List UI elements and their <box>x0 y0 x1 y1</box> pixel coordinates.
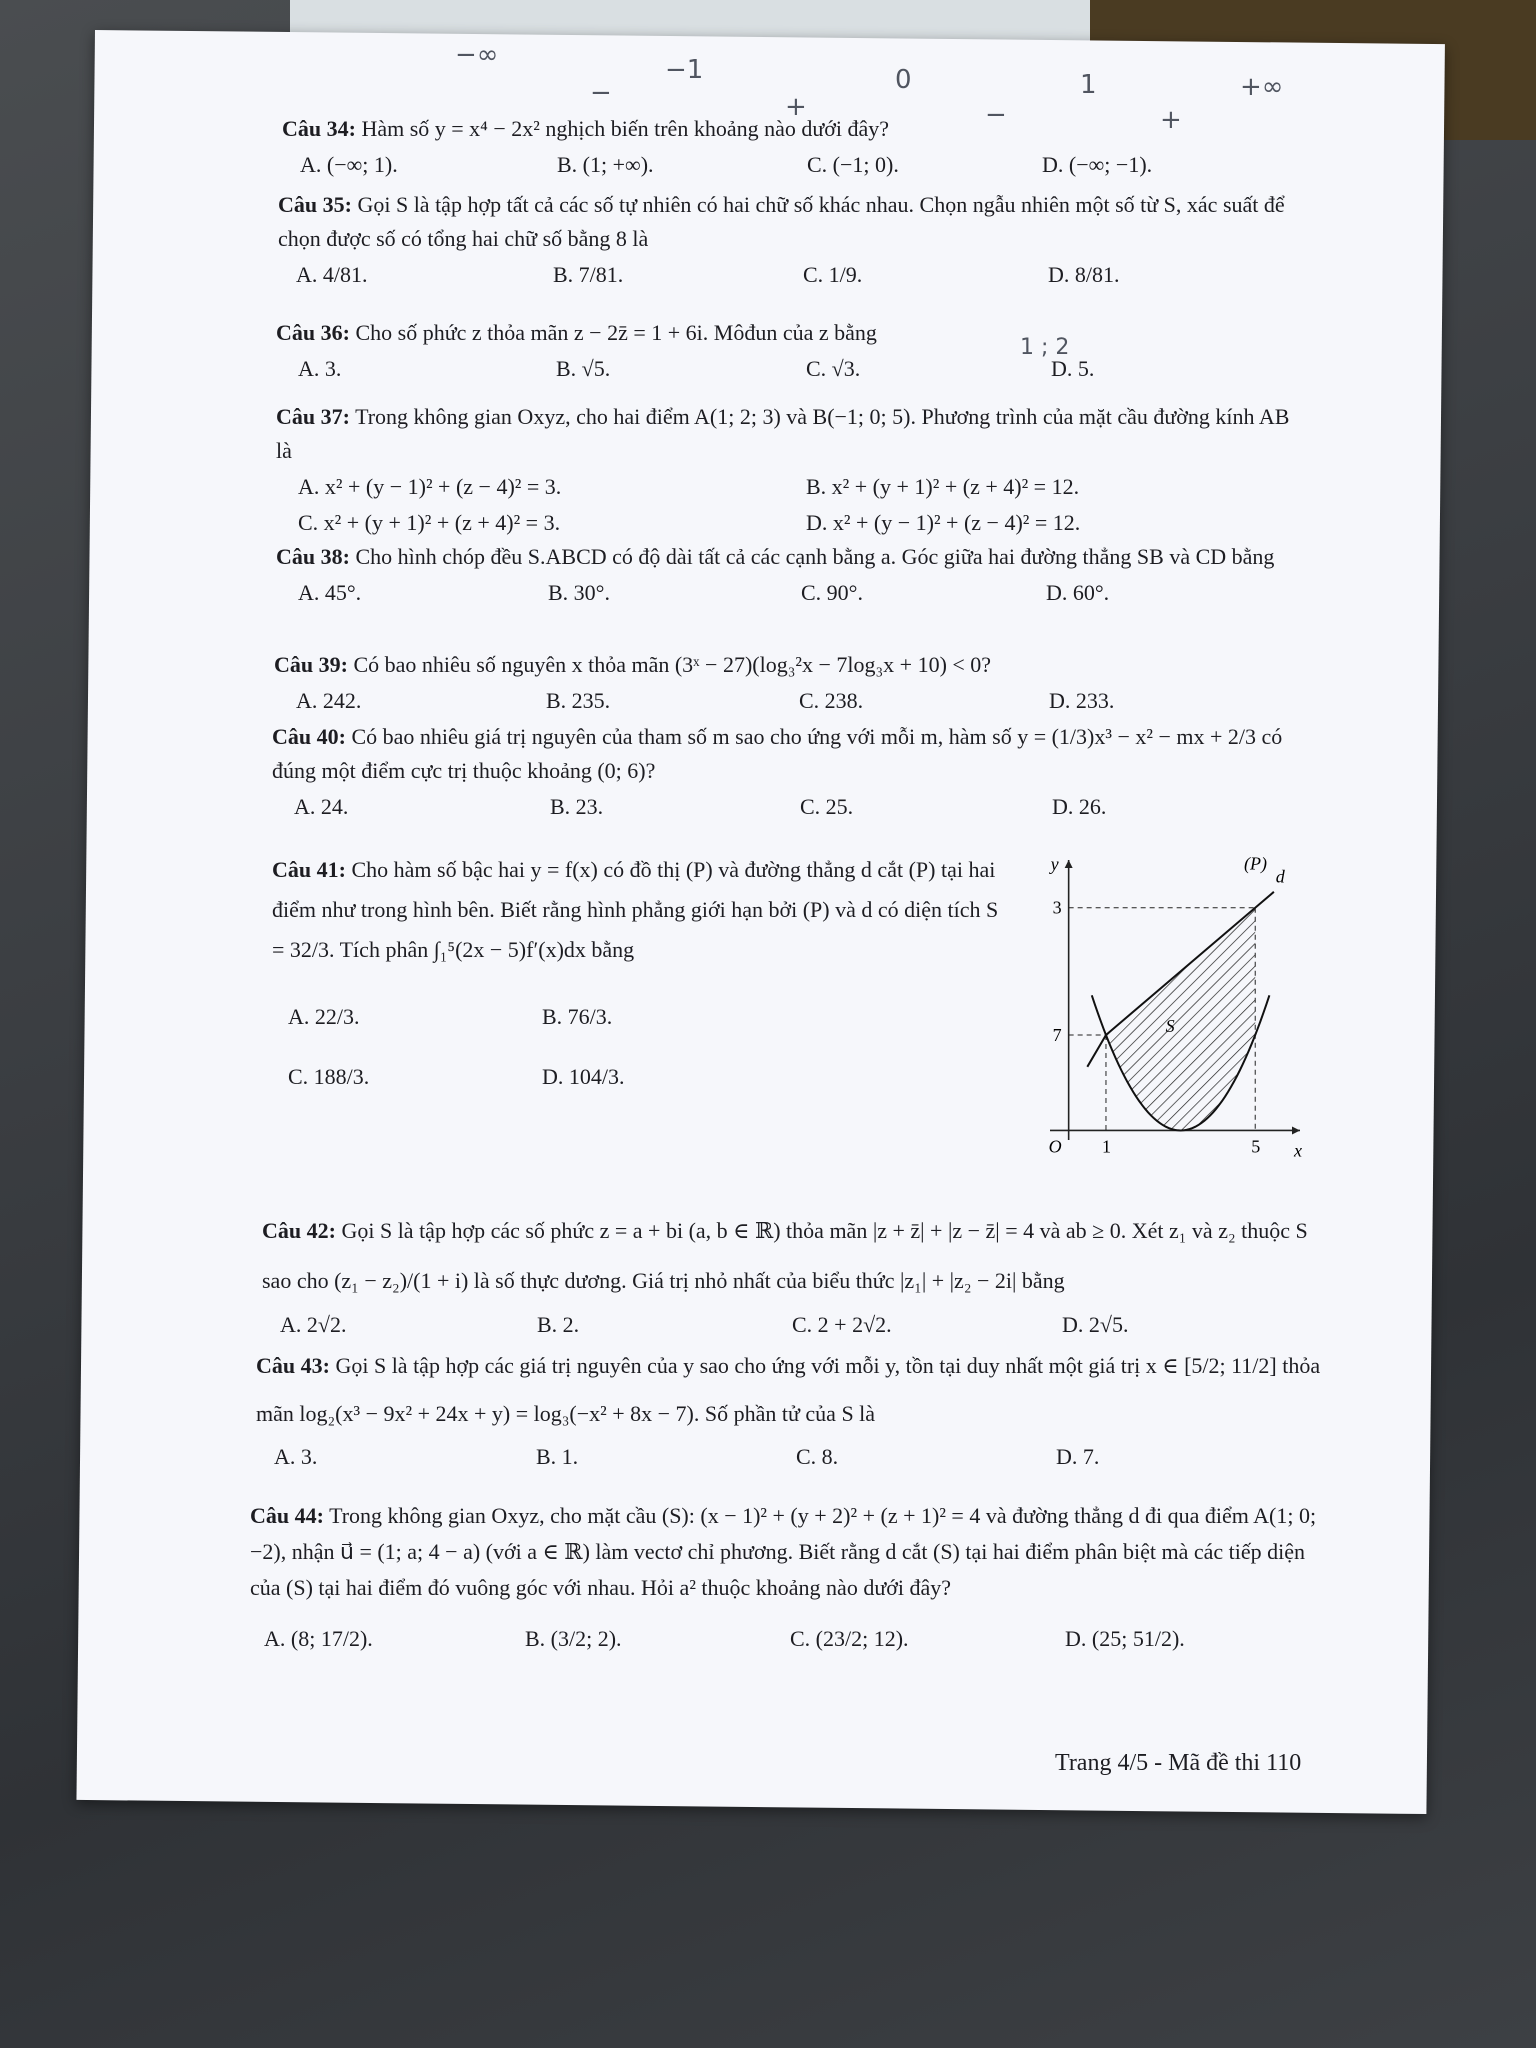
curve-label: (P) <box>1244 853 1268 874</box>
question-label: Câu 37: <box>276 404 350 429</box>
option-a[interactable]: A. 3. <box>274 1444 318 1469</box>
handwritten-mark: + <box>1160 105 1182 135</box>
question-stem: Có bao nhiêu số nguyên x thỏa mãn (3ˣ − 27)(log₃²x − 7log₃x + 10) < 0? <box>353 652 992 677</box>
y-axis-arrow <box>1065 860 1073 868</box>
option-a[interactable]: A. (−∞; 1). <box>300 152 398 177</box>
option-d[interactable]: D. 26. <box>1052 794 1107 819</box>
question-label: Câu 38: <box>276 544 350 569</box>
question-label: Câu 36: <box>276 320 350 345</box>
option-c[interactable]: C. 238. <box>799 688 864 713</box>
option-b[interactable]: B. (3/2; 2). <box>525 1626 622 1651</box>
question-43 <box>256 1342 1324 1478</box>
option-d[interactable]: D. 7. <box>1056 1444 1100 1469</box>
option-a[interactable]: A. x² + (y − 1)² + (z − 4)² = 3. <box>298 474 562 499</box>
option-a[interactable]: A. 45°. <box>298 580 362 605</box>
shaded-region <box>1106 908 1255 1131</box>
option-d[interactable]: D. 60°. <box>1046 580 1110 605</box>
question-44 <box>250 1498 1325 1660</box>
option-a[interactable]: A. 3. <box>298 356 342 381</box>
handwritten-mark: 1 <box>1080 70 1097 100</box>
question-stem: Cho hình chóp đều S.ABCD có độ dài tất cả các cạnh bằng a. Góc giữa hai đường thẳng SB và CD bằng <box>355 544 1275 569</box>
option-c[interactable]: C. x² + (y + 1)² + (z + 4)² = 3. <box>298 510 561 535</box>
question-34 <box>282 112 1302 186</box>
question-40 <box>272 720 1317 828</box>
option-a[interactable]: A. 22/3. <box>288 1004 360 1029</box>
handwritten-mark: 0 <box>895 65 912 95</box>
origin-label: O <box>1048 1136 1062 1157</box>
y-tick-label: 7 <box>1052 1025 1062 1045</box>
question-stem: Có bao nhiêu giá trị nguyên của tham số m sao cho ứng với mỗi m, hàm số y = (1/3)x³ − x² − mx + 2/3 có đúng một điểm cực trị thuộc khoảng (0; 6)? <box>272 724 1283 783</box>
question-stem: Cho số phức z thỏa mãn z − 2z̄ = 1 + 6i. Môđun của z bằng <box>355 320 877 345</box>
x-axis-label: x <box>1294 1140 1302 1161</box>
question-stem: Gọi S là tập hợp các giá trị nguyên của y sao cho ứng với mỗi y, tồn tại duy nhất một giá trị x ∈ [5/2; 11/2] thỏa mãn log₂(x³ − 9x² + 24x + y) = log₃(−x² + 8x − 7). Số phần tử của S là <box>256 1353 1321 1426</box>
option-d[interactable]: D. (25; 51/2). <box>1065 1626 1185 1651</box>
option-a[interactable]: A. 24. <box>294 794 349 819</box>
y-tick-label: 3 <box>1052 897 1062 918</box>
option-d[interactable]: D. 5. <box>1051 356 1095 381</box>
handwritten-mark: + <box>785 92 807 122</box>
y-axis-label: y <box>1050 854 1059 874</box>
question-label: Câu 40: <box>272 724 346 749</box>
parabola-line-graph <box>1030 840 1310 1180</box>
question-label: Câu 42: <box>262 1218 336 1243</box>
handwritten-mark: −1 <box>665 55 704 85</box>
question-38 <box>276 540 1311 614</box>
option-c[interactable]: C. 2 + 2√2. <box>792 1312 892 1337</box>
question-label: Câu 41: <box>272 857 346 882</box>
handwritten-mark: −∞ <box>455 40 499 70</box>
question-37 <box>276 400 1308 546</box>
option-d[interactable]: D. (−∞; −1). <box>1042 152 1153 177</box>
question-stem: Trong không gian Oxyz, cho hai điểm A(1; 2; 3) và B(−1; 0; 5). Phương trình của mặt cầu đường kính AB là <box>276 404 1290 463</box>
option-c[interactable]: C. 188/3. <box>288 1064 370 1089</box>
option-b[interactable]: B. x² + (y + 1)² + (z + 4)² = 12. <box>806 474 1080 499</box>
option-b[interactable]: B. 76/3. <box>542 1004 613 1029</box>
question-41 <box>272 850 1002 1110</box>
x-tick-label: 5 <box>1251 1136 1261 1157</box>
option-c[interactable]: C. 90°. <box>801 580 863 605</box>
area-label: S <box>1165 1015 1175 1036</box>
option-b[interactable]: B. 30°. <box>548 580 610 605</box>
option-a[interactable]: A. 4/81. <box>296 262 368 287</box>
question-stem: Hàm số y = x⁴ − 2x² nghịch biến trên khoảng nào dưới đây? <box>361 116 890 141</box>
handwritten-mark: +∞ <box>1240 72 1284 102</box>
question-label: Câu 43: <box>256 1353 330 1378</box>
option-b[interactable]: B. 7/81. <box>553 262 624 287</box>
option-c[interactable]: C. 8. <box>796 1444 839 1469</box>
question-39 <box>274 648 1314 722</box>
option-b[interactable]: B. 1. <box>536 1444 579 1469</box>
question-36 <box>276 316 1306 390</box>
question-stem: Trong không gian Oxyz, cho mặt cầu (S): (x − 1)² + (y + 2)² + (z + 1)² = 4 và đường thẳng d đi qua điểm A(1; 0; −2), nhận u⃗ = (1; a; 4 − a) (với a ∈ ℝ) làm vectơ chỉ phương. Biết rằng d cắt (S) tại hai điểm phân biệt mà các tiếp diện của (S) tại hai điểm đó vuông góc với nhau. Hỏi a² thuộc khoảng nào dưới đây? <box>250 1503 1317 1600</box>
x-tick-label: 1 <box>1101 1136 1111 1157</box>
question-stem: Cho hàm số bậc hai y = f(x) có đồ thị (P) và đường thẳng d cắt (P) tại hai điểm như trong hình bên. Biết rằng hình phẳng giới hạn bởi (P) và d có diện tích S = 32/3. Tích phân ∫₁⁵(2x − 5)f′(x)dx bằng <box>272 857 999 962</box>
option-c[interactable]: C. 25. <box>800 794 854 819</box>
question-label: Câu 35: <box>278 192 352 217</box>
question-label: Câu 44: <box>250 1503 324 1528</box>
option-b[interactable]: B. 2. <box>537 1312 580 1337</box>
option-b[interactable]: B. √5. <box>556 356 611 381</box>
option-b[interactable]: B. 235. <box>546 688 611 713</box>
handwritten-mark: − <box>985 100 1007 130</box>
question-stem: Gọi S là tập hợp các số phức z = a + bi (a, b ∈ ℝ) thỏa mãn |z + z̄| + |z − z̄| = 4 và ab ≥ 0. Xét z₁ và z₂ thuộc S sao cho (z₁ − z₂)/(1 + i) là số thực dương. Giá trị nhỏ nhất của biểu thức |z₁| + |z₂ − 2i| bằng <box>262 1218 1308 1293</box>
option-d[interactable]: D. 104/3. <box>542 1064 625 1089</box>
page-footer: Trang 4/5 - Mã đề thi 110 <box>1055 1750 1302 1776</box>
option-a[interactable]: A. 2√2. <box>280 1312 347 1337</box>
question-stem: Gọi S là tập hợp tất cả các số tự nhiên có hai chữ số khác nhau. Chọn ngẫu nhiên một số từ S, xác suất để chọn được số có tổng hai chữ số bằng 8 là <box>278 192 1285 251</box>
option-b[interactable]: B. (1; +∞). <box>557 152 654 177</box>
question-42 <box>262 1206 1322 1346</box>
x-axis-arrow <box>1292 1126 1300 1134</box>
handwritten-mark: − <box>590 78 612 108</box>
option-a[interactable]: A. (8; 17/2). <box>264 1626 373 1651</box>
option-d[interactable]: D. x² + (y − 1)² + (z − 4)² = 12. <box>806 510 1081 535</box>
option-c[interactable]: C. (−1; 0). <box>807 152 899 177</box>
question-label: Câu 39: <box>274 652 348 677</box>
option-b[interactable]: B. 23. <box>550 794 604 819</box>
option-d[interactable]: D. 2√5. <box>1062 1312 1129 1337</box>
option-a[interactable]: A. 242. <box>296 688 362 713</box>
option-c[interactable]: C. 1/9. <box>803 262 863 287</box>
question-label: Câu 34: <box>282 116 356 141</box>
handwritten-mark: 1 ; 2 <box>1020 335 1070 360</box>
option-d[interactable]: D. 233. <box>1049 688 1115 713</box>
line-label: d <box>1275 866 1285 887</box>
option-d[interactable]: D. 8/81. <box>1048 262 1120 287</box>
option-c[interactable]: C. (23/2; 12). <box>790 1626 909 1651</box>
option-c[interactable]: C. √3. <box>806 356 861 381</box>
question-35 <box>278 188 1303 296</box>
